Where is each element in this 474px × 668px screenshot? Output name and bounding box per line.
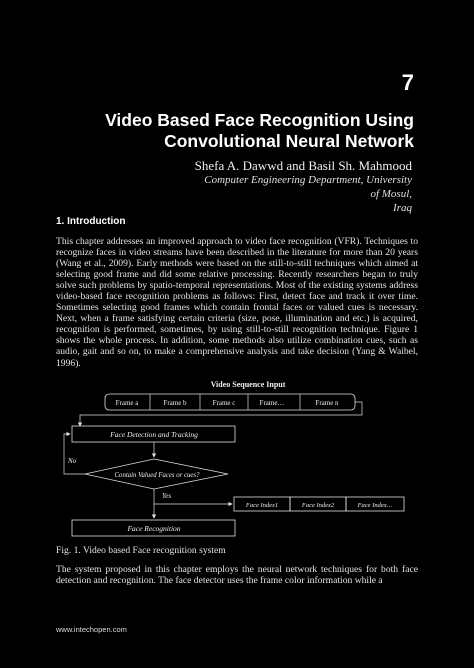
figure-caption: Fig. 1. Video based Face recognition system bbox=[56, 545, 226, 556]
detection-label: Face Detection and Tracking bbox=[110, 430, 198, 439]
yes-label: Yes bbox=[162, 492, 172, 500]
no-label: No bbox=[68, 457, 77, 465]
authors: Shefa A. Dawwd and Basil Sh. Mahmood bbox=[194, 158, 412, 173]
affiliation-line-1: Computer Engineering Department, University of Mosul, bbox=[204, 174, 412, 200]
frame-a: Frame a bbox=[115, 399, 139, 407]
frame-c: Frame c bbox=[212, 399, 236, 407]
title-line-1: Video Based Face Recognition Using bbox=[105, 110, 414, 130]
frame-b: Frame b bbox=[163, 399, 187, 407]
paragraph-system: The system proposed in this chapter employs the neural network techniques for both face detection and recognition. The face detector uses the frame color information while a bbox=[56, 564, 418, 587]
face-index-3-label: Face Index… bbox=[357, 502, 393, 509]
face-index-2-label: Face Index2 bbox=[301, 502, 335, 509]
face-index-1-label: Face Index1 bbox=[245, 502, 279, 509]
title-line-2: Convolutional Neural Network bbox=[164, 131, 414, 151]
chapter-number: 7 bbox=[401, 70, 414, 95]
decision-label: Contain Valued Faces or cues? bbox=[114, 472, 200, 479]
affiliation-line-2: Iraq bbox=[393, 202, 412, 214]
recognition-label: Face Recognition bbox=[127, 524, 181, 533]
frame-n: Frame n bbox=[315, 399, 339, 407]
paragraph-intro: This chapter addresses an improved approach to video face recognition (VFR). Techniques to recognize faces in video streams have been described in the literature for more than 20 years (Wang et al., 2009). Early methods were based on the still-to-still techniques which aimed at selecting good frame and did some relative processing. Recently researchers began to truly solve such problems by spatio-temporal representations. Most of the existing systems address video-based face recognition problems as follows: First, detect face and track it over time. Sometimes selecting good frames which contain frontal faces or valued cues is necessary. Next, when a frame satisfying certain criteria (size, pose, illumination and etc.) is acquired, recognition is performed, sometimes, by using still-to-still recognition technique. Figure 1 shows the whole process. In addition, some methods also utilize combination cues, such as audio, gait and so on, to make a comprehensive analysis and take decision (Yang & Waibel, 1996). bbox=[56, 236, 418, 369]
affiliation bbox=[200, 173, 412, 215]
chapter-title bbox=[100, 110, 414, 152]
footer-url[interactable]: www.intechopen.com bbox=[56, 625, 127, 634]
frame-ellipsis: Frame… bbox=[259, 399, 285, 407]
figure-diagram bbox=[0, 370, 474, 545]
section-heading: 1. Introduction bbox=[56, 216, 126, 227]
figure-title: Video Sequence Input bbox=[210, 380, 286, 389]
